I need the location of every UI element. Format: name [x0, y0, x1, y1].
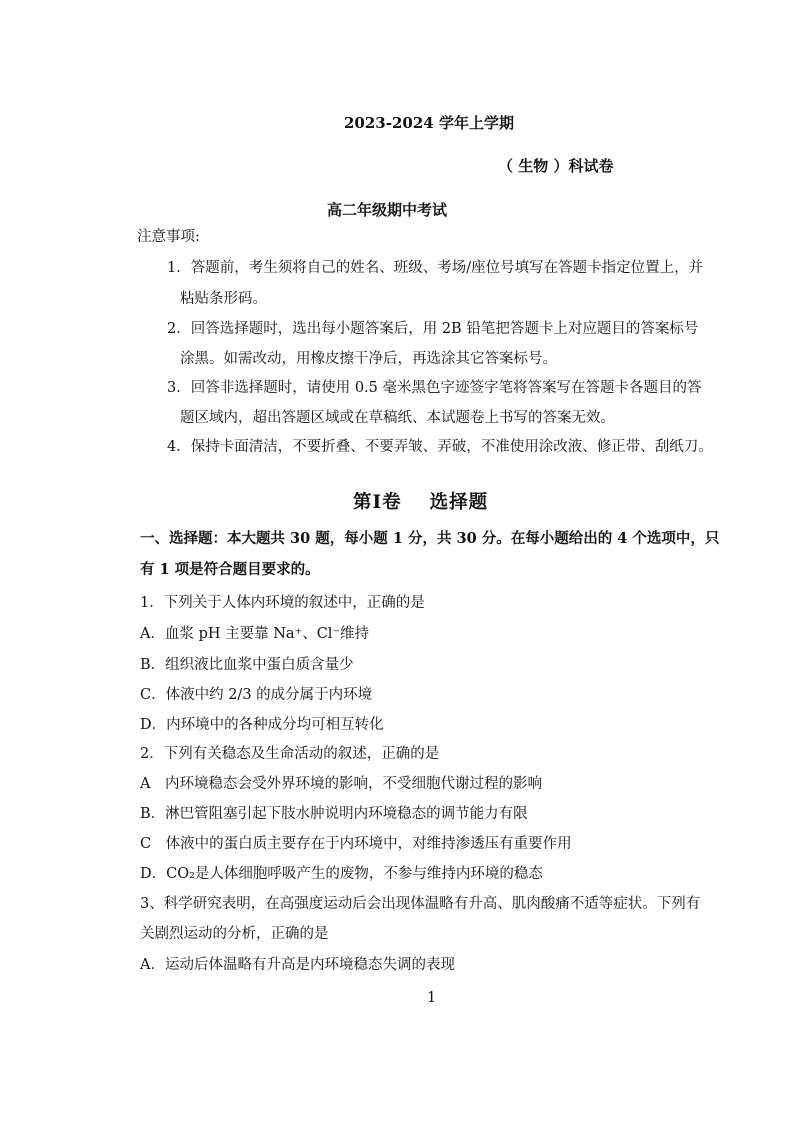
notice-item-4: 4．保持卡面清洁，不要折叠、不要弄皱、弄破，不准使用涂改液、修正带、刮纸刀。: [167, 439, 713, 455]
notice-label: 注意事项:: [137, 229, 200, 245]
section-instruction-line-1: 一、选择题：本大题共 30 题，每小题 1 分，共 30 分。在每小题给出的 4 个选项中，只: [140, 530, 720, 547]
notice-item-1-line-2: 粘贴条形码。: [180, 291, 267, 307]
question-2-stem: 2．下列有关稳态及生命活动的叙述，正确的是: [140, 746, 440, 762]
volume-heading: [353, 488, 488, 514]
volume-name: 选择题: [429, 492, 489, 513]
notice-item-3-line-1: 3．回答非选择题时，请使用 0.5 毫米黑色字迹签字笔将答案写在答题卡各题目的答: [167, 380, 702, 396]
exam-year-title: 2023-2024 学年上学期: [344, 114, 514, 132]
notice-item-3-line-2: 题区域内，超出答题区域或在草稿纸、本试题卷上书写的答案无效。: [180, 410, 615, 426]
question-3-stem-line-2: 关剧烈运动的分析，正确的是: [140, 926, 329, 942]
question-2-option-c: C 体液中的蛋白质主要存在于内环境中，对维持渗透压有重要作用: [140, 836, 572, 852]
question-3-stem-line-1: 3、科学研究表明，在高强度运动后会出现体温略有升高、肌肉酸痛不适等症状。下列有: [140, 896, 701, 912]
question-1-option-d: D．内环境中的各种成分均可相互转化: [140, 717, 384, 733]
question-1-stem: 1．下列关于人体内环境的叙述中，正确的是: [140, 595, 425, 611]
question-2-option-a: A 内环境稳态会受外界环境的影响，不受细胞代谢过程的影响: [140, 776, 542, 792]
volume-number: 第Ⅰ卷: [353, 492, 402, 513]
question-2-option-b: B．淋巴管阻塞引起下肢水肿说明内环境稳态的调节能力有限: [140, 806, 528, 822]
question-1-option-c: C．体液中约 2/3 的成分属于内环境: [140, 687, 373, 703]
notice-item-2-line-1: 2．回答选择题时，选出每小题答案后，用 2B 铅笔把答题卡上对应题目的答案标号: [167, 321, 699, 337]
subject-title: （ 生物 ）科试卷: [498, 157, 614, 175]
question-2-option-d: D．CO₂是人体细胞呼吸产生的废物，不参与维持内环境的稳态: [140, 866, 543, 882]
question-1-option-a: A．血浆 pH 主要靠 Na⁺、Cl⁻维持: [140, 626, 370, 642]
question-3-option-a: A．运动后体温略有升高是内环境稳态失调的表现: [140, 957, 455, 973]
question-1-option-b: B．组织液比血浆中蛋白质含量少: [140, 657, 354, 673]
section-instruction-line-2: 有 1 项是符合题目要求的。: [140, 561, 320, 578]
exam-name-title: 高二年级期中考试: [327, 201, 448, 219]
notice-item-2-line-2: 涂黑。如需改动，用橡皮擦干净后，再选涂其它答案标号。: [180, 351, 557, 367]
notice-item-1-line-1: 1．答题前，考生须将自己的姓名、班级、考场/座位号填写在答题卡指定位置上，并: [167, 260, 704, 276]
page-number: 1: [427, 990, 437, 1006]
